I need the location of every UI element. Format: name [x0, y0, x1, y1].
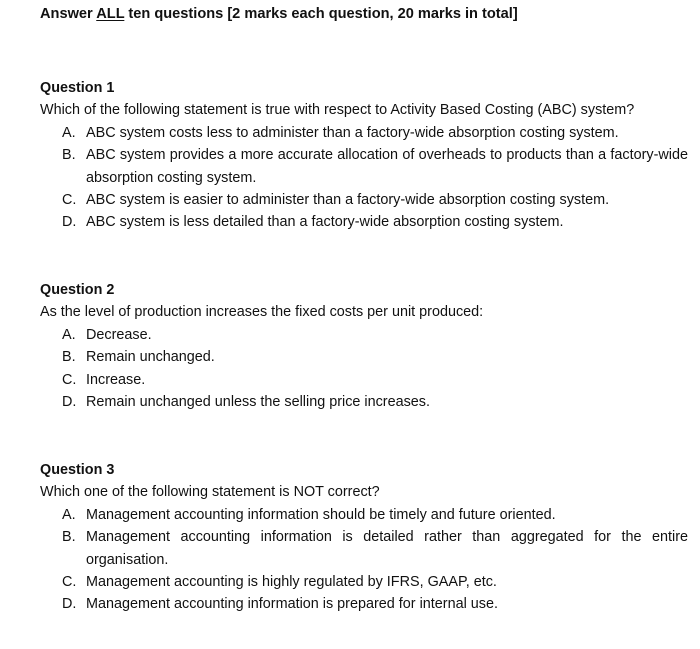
option-list — [40, 122, 688, 234]
option-text: ABC system is easier to administer than a factory-wide absorption costing system. — [86, 192, 610, 209]
question-title: Question 3 — [40, 462, 115, 478]
question-title: Question 2 — [40, 282, 115, 298]
option-text: ABC system costs less to administer than a factory-wide absorption costing system. — [86, 124, 619, 141]
option-letter: B. — [62, 529, 76, 546]
instructions-prefix: Answer — [40, 6, 97, 22]
option-list — [40, 324, 688, 414]
option-text: Management accounting is highly regulated by IFRS, GAAP, etc. — [86, 574, 497, 591]
option-b — [40, 144, 688, 189]
option-c — [40, 369, 688, 391]
option-text: Management accounting information is prepared for internal use. — [86, 596, 498, 613]
option-list — [40, 504, 688, 616]
question-stem: As the level of production increases the fixed costs per unit produced: — [40, 304, 484, 321]
option-c — [40, 189, 688, 211]
option-letter: C. — [62, 371, 77, 388]
instructions-suffix: ten questions [2 marks each question, 20 marks in total] — [124, 6, 518, 22]
option-text: Remain unchanged. — [86, 349, 215, 366]
question-2 — [40, 279, 688, 413]
option-b — [40, 346, 688, 368]
option-d — [40, 593, 688, 615]
option-text: ABC system is less detailed than a factory-wide absorption costing system. — [86, 214, 564, 231]
option-a — [40, 504, 688, 526]
option-d — [40, 391, 688, 413]
option-letter: B. — [62, 349, 76, 366]
option-a — [40, 122, 688, 144]
option-text: Management accounting information is detailed rather than aggregated for the entire organisation. — [86, 529, 688, 568]
option-d — [40, 211, 688, 233]
option-letter: A. — [62, 124, 76, 141]
option-letter: A. — [62, 506, 76, 523]
option-letter: D. — [62, 214, 77, 231]
option-text: Increase. — [86, 371, 146, 388]
option-letter: D. — [62, 596, 77, 613]
question-3 — [40, 459, 688, 616]
option-text: Remain unchanged unless the selling price increases. — [86, 394, 430, 411]
instructions-heading — [40, 3, 518, 25]
option-letter: A. — [62, 326, 76, 343]
question-stem: Which one of the following statement is NOT correct? — [40, 484, 380, 501]
question-1 — [40, 77, 688, 234]
question-title: Question 1 — [40, 80, 115, 96]
option-letter: B. — [62, 147, 76, 164]
option-c — [40, 571, 688, 593]
option-b — [40, 526, 688, 571]
option-a — [40, 324, 688, 346]
option-letter: C. — [62, 574, 77, 591]
option-letter: C. — [62, 192, 77, 209]
option-text: Management accounting information should be timely and future oriented. — [86, 506, 556, 523]
option-letter: D. — [62, 394, 77, 411]
option-text: Decrease. — [86, 326, 152, 343]
question-stem: Which of the following statement is true with respect to Activity Based Costing (ABC) system? — [40, 102, 635, 119]
instructions-underlined-word: ALL — [96, 6, 125, 22]
option-text: ABC system provides a more accurate allocation of overheads to products than a factory-wide absorption costing system. — [86, 147, 688, 186]
